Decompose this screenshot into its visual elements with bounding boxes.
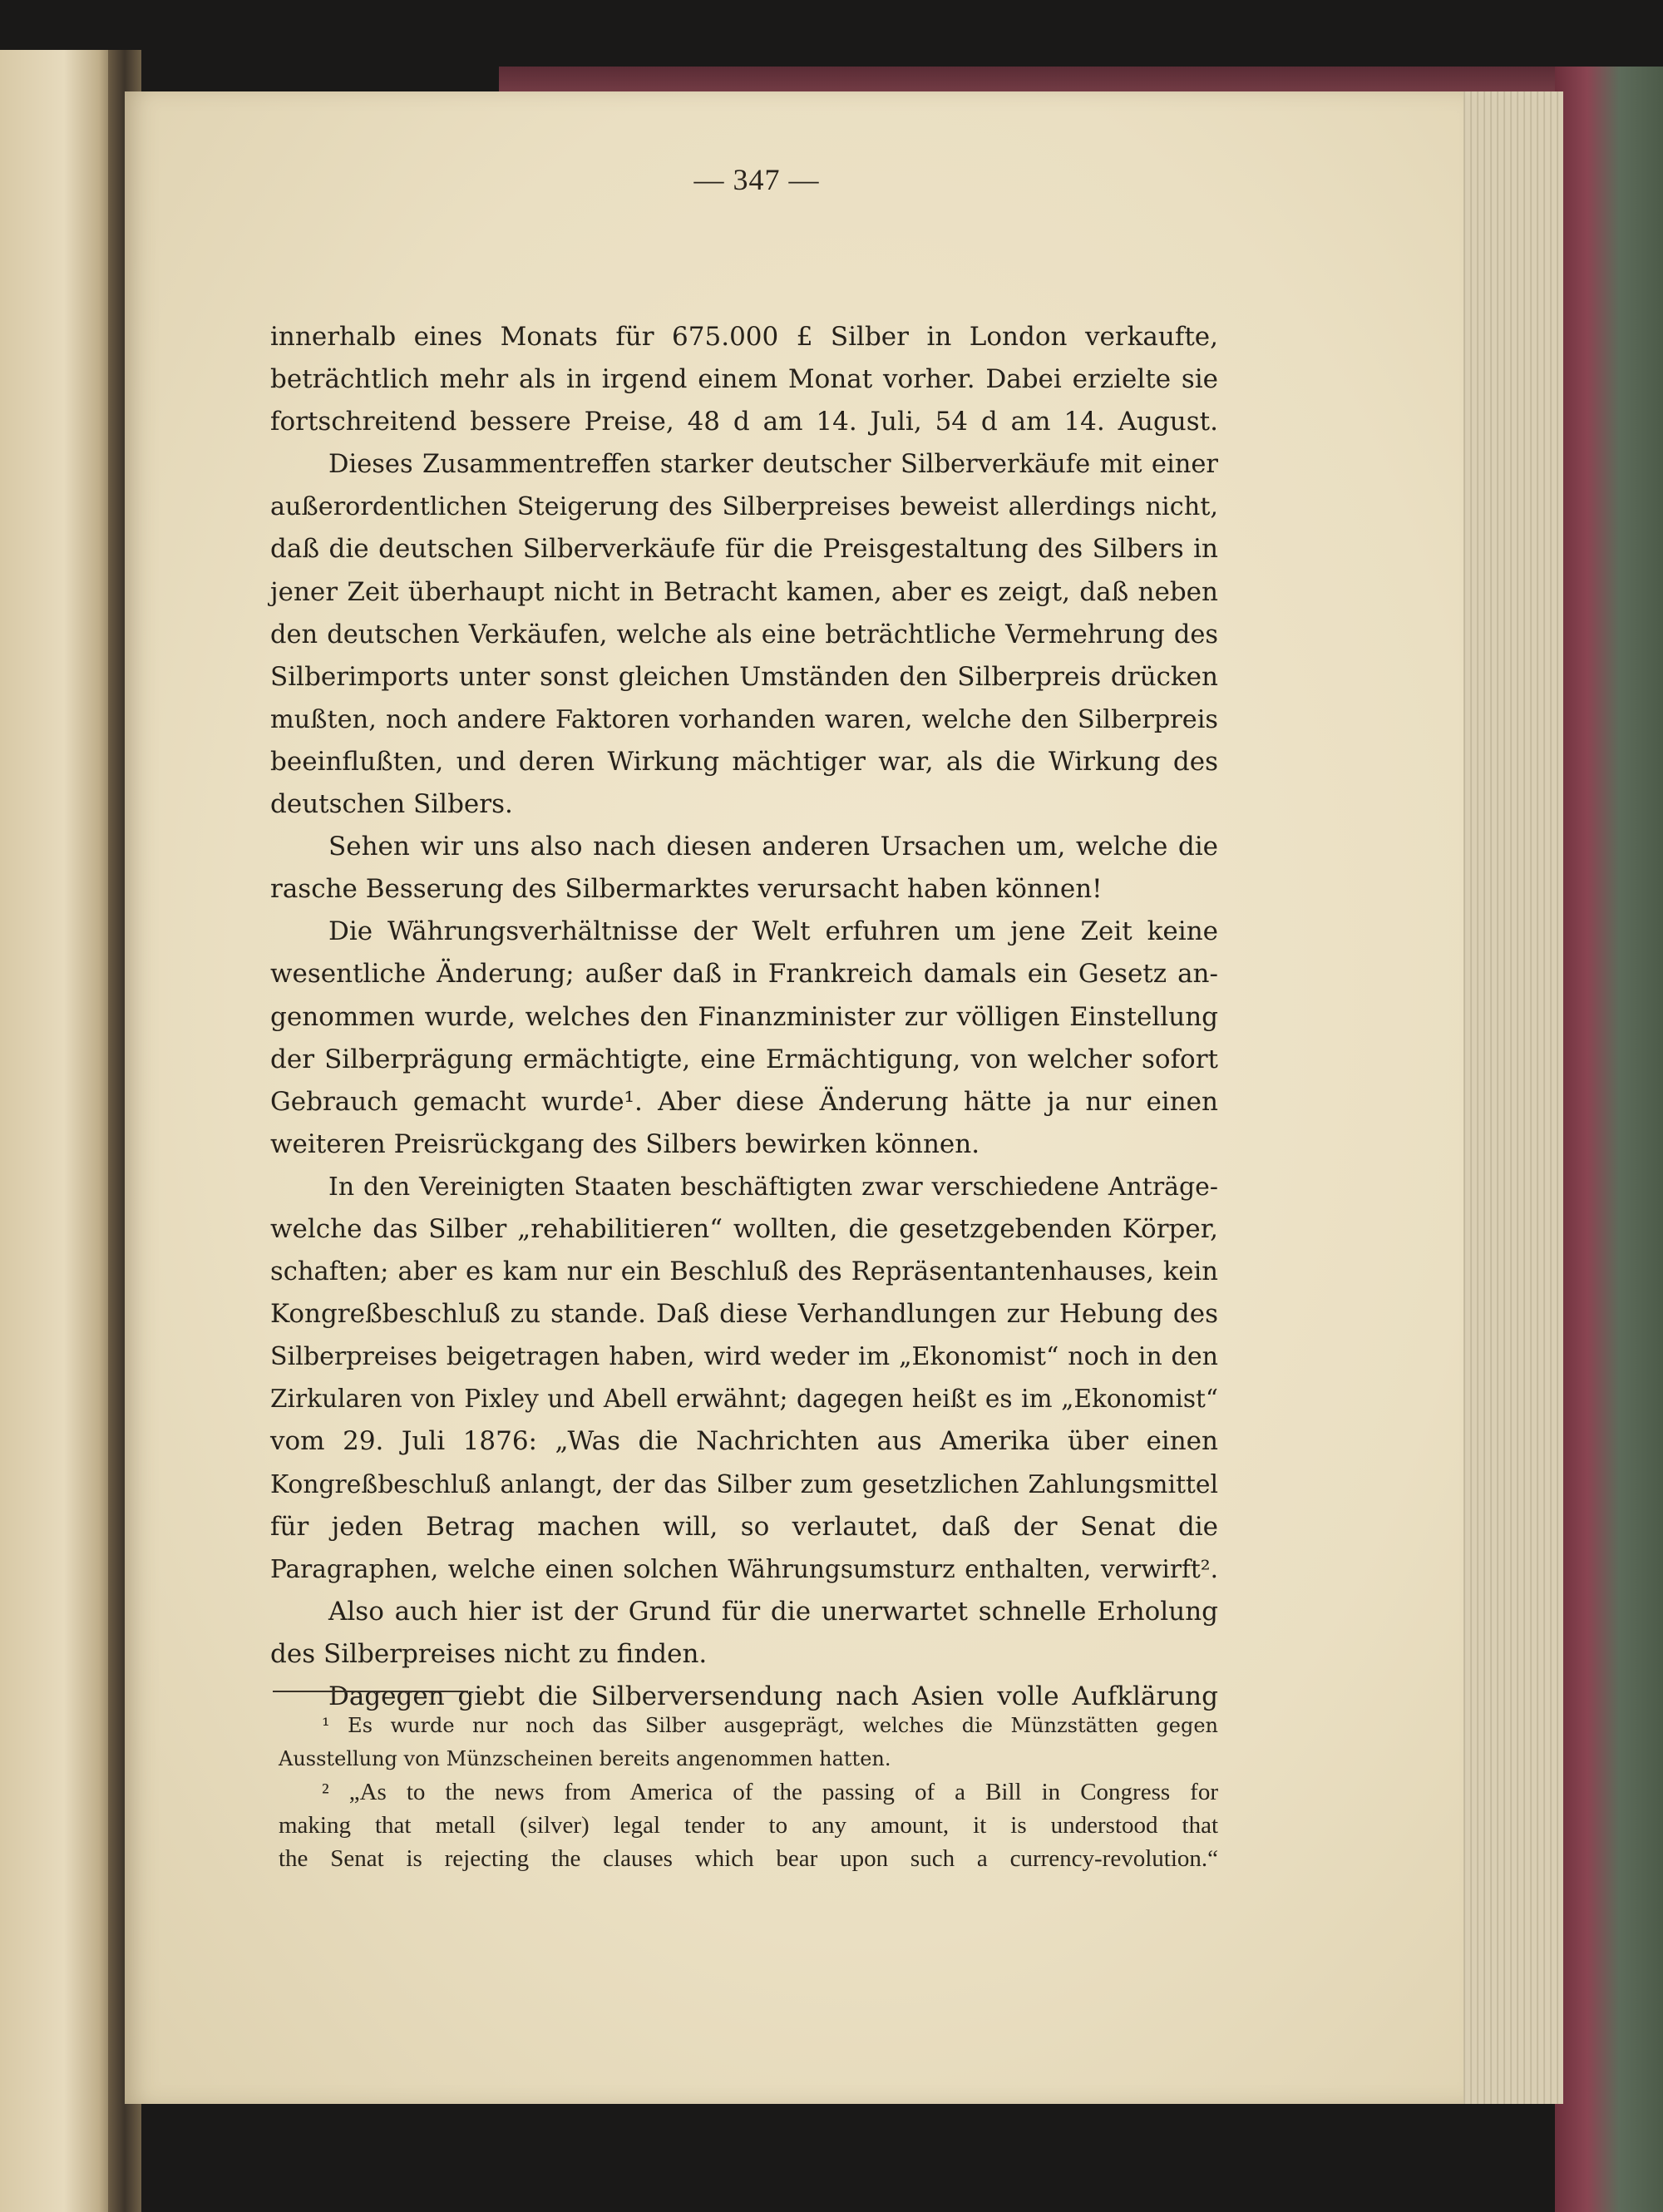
text-line: beträchtlich mehr als in irgend einem Monat vorher. Dabei erzielte sie: [270, 364, 1218, 395]
text-line: Zirkularen von Pixley und Abell erwähnt; dagegen heißt es im „Ekonomist“: [270, 1385, 1218, 1414]
footnote-line: making that metall (silver) legal tender to any amount, it is understood that: [279, 1812, 1218, 1839]
text-line: Paragraphen, welche einen solchen Währungsumsturz enthalten, verwirft².: [270, 1554, 1218, 1583]
text-line: In den Vereinigten Staaten beschäftigten zwar verschiedene Anträge-: [328, 1172, 1218, 1202]
text-line: den deutschen Verkäufen, welche als eine beträchtliche Vermehrung des: [270, 620, 1218, 649]
page-edges: [1459, 91, 1563, 2104]
text-line: Silberpreises beigetragen haben, wird weder im „Ekonomist“ noch in den: [270, 1342, 1218, 1372]
text-line: fortschreitend bessere Preise, 48 d am 14. Juli, 54 d am 14. August.: [270, 407, 1218, 437]
text-line: deutschen Silbers.: [270, 789, 513, 820]
text-line: daß die deutschen Silberverkäufe für die Preisgestaltung des Silbers in: [270, 534, 1218, 565]
text-line: Silberimports unter sonst gleichen Umständen den Silberpreis drücken: [270, 661, 1218, 692]
text-line: schaften; aber es kam nur ein Beschluß des Repräsentantenhauses, kein: [270, 1257, 1218, 1287]
text-line: jener Zeit überhaupt nicht in Betracht kamen, aber es zeigt, daß neben: [270, 576, 1218, 607]
body-text: [270, 316, 1218, 1718]
footnote-line: the Senat is rejecting the clauses which bear upon such a currency-revolution.“: [279, 1845, 1218, 1872]
text-line: welche das Silber „rehabilitieren“ wollten, die gesetzgebenden Körper,: [270, 1213, 1218, 1244]
text-line: beeinflußten, und deren Wirkung mächtiger war, als die Wirkung des: [270, 746, 1218, 777]
page-number: — 347 —: [693, 163, 820, 196]
text-line: außerordentlichen Steigerung des Silberpreises beweist allerdings nicht,: [270, 492, 1218, 522]
text-line: des Silberpreises nicht zu finden.: [270, 1638, 708, 1669]
text-line: Kongreßbeschluß zu stande. Daß diese Verhandlungen zur Hebung des: [270, 1299, 1218, 1330]
text-line: Dieses Zusammentreffen starker deutscher Silberverkäufe mit einer: [328, 450, 1218, 480]
footnote-divider: [273, 1691, 468, 1692]
text-line: weiteren Preisrückgang des Silbers bewirken können.: [270, 1128, 980, 1159]
text-line: Die Währungsverhältnisse der Welt erfuhren um jene Zeit keine: [328, 916, 1218, 947]
text-line: vom 29. Juli 1876: „Was die Nachrichten aus Amerika über einen: [270, 1426, 1218, 1457]
text-line: der Silberprägung ermächtigte, eine Ermächtigung, von welcher sofort: [270, 1044, 1218, 1074]
text-line: für jeden Betrag machen will, so verlautet, daß der Senat die: [270, 1511, 1218, 1542]
text-line: Also auch hier ist der Grund für die unerwartet schnelle Erholung: [328, 1596, 1218, 1627]
footnote-line: ² „As to the news from America of the passing of a Bill in Congress for: [322, 1779, 1218, 1805]
text-line: mußten, noch andere Faktoren vorhanden waren, welche den Silberpreis: [270, 704, 1218, 734]
book-cover-right: [1555, 67, 1663, 2212]
text-line: Gebrauch gemacht wurde¹. Aber diese Änderung hätte ja nur einen: [270, 1086, 1218, 1117]
text-line: Dagegen giebt die Silberversendung nach Asien volle Aufklärung: [328, 1681, 1218, 1711]
footnote-line: ¹ Es wurde nur noch das Silber ausgeprägt, welches die Münzstätten gegen: [322, 1714, 1218, 1737]
text-line: Sehen wir uns also nach diesen anderen Ursachen um, welche die: [328, 832, 1218, 862]
footnote-line: Ausstellung von Münzscheinen bereits angenommen hatten.: [279, 1747, 891, 1770]
previous-page-edge: [0, 50, 116, 2212]
text-line: rasche Besserung des Silbermarktes verursacht haben können!: [270, 874, 1103, 905]
text-line: genommen wurde, welches den Finanzminister zur völligen Einstellung: [270, 1001, 1218, 1032]
text-line: Kongreßbeschluß anlangt, der das Silber zum gesetzlichen Zahlungsmittel: [270, 1469, 1218, 1499]
footnotes: [279, 1709, 1218, 1875]
text-line: innerhalb eines Monats für 675.000 £ Silber in London verkaufte,: [270, 322, 1218, 352]
text-line: wesentliche Änderung; außer daß in Frankreich damals ein Gesetz an-: [270, 959, 1218, 990]
